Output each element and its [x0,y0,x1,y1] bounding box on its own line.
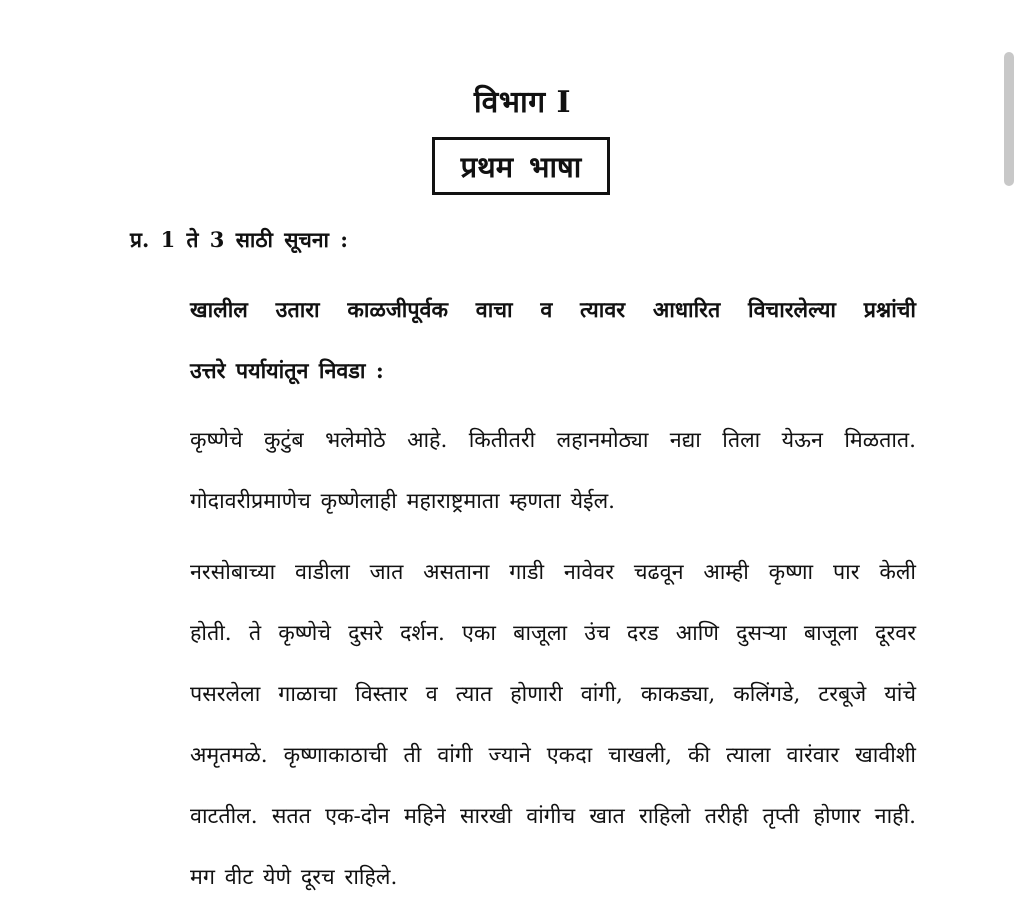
passage-line: मग वीट येणे दूरच राहिले. [190,865,398,890]
passage-line: कृष्णेचे कुटुंब भलेमोठे आहे. कितीतरी लहानमोठ्या नद्या तिला येऊन मिळतात. [190,428,916,453]
vertical-scrollbar[interactable] [1004,52,1014,186]
section-title: विभाग I [473,85,572,120]
passage-line: वाटतील. सतत एक-दोन महिने सारखी वांगीच खात राहिलो तरीही तृप्ती होणार नाही. [190,804,916,829]
instructions-heading: प्र. 1 ते 3 साठी सूचना : [130,227,348,252]
instructions-line: खालील उतारा काळजीपूर्वक वाचा व त्यावर आधारित विचारलेल्या प्रश्नांची [190,298,916,323]
passage-line: पसरलेला गाळाचा विस्तार व त्यात होणारी वांगी, काकड्या, कलिंगडे, टरबूजे यांचे [190,682,916,707]
passage-line: अमृतमळे. कृष्णाकाठाची ती वांगी ज्याने एकदा चाखली, की त्याला वारंवार खावीशी [190,743,916,768]
passage-paragraph-2 [190,542,916,908]
language-label: प्रथम भाषा [460,149,582,184]
passage-line: होती. ते कृष्णेचे दुसरे दर्शन. एका बाजूला उंच दरड आणि दुसऱ्या बाजूला दूरवर [190,621,916,646]
instructions-body [190,280,916,402]
instructions-line: उत्तरे पर्यायांतून निवडा : [190,359,384,384]
language-label-box [432,137,610,195]
passage-line: गोदावरीप्रमाणेच कृष्णेलाही महाराष्ट्रमाता म्हणता येईल. [190,489,616,514]
passage-paragraph-1 [190,410,916,532]
passage-line: नरसोबाच्या वाडीला जात असताना गाडी नावेवर चढवून आम्ही कृष्णा पार केली [190,560,916,585]
